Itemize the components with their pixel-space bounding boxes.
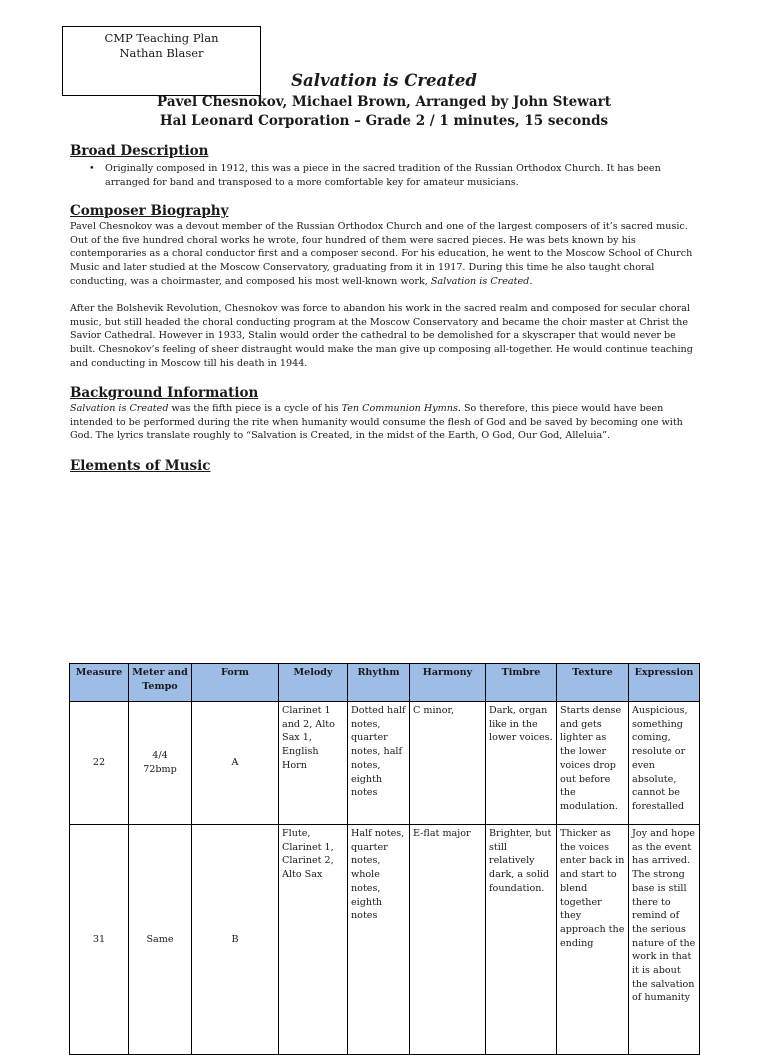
list-item [70, 162, 698, 189]
background-information-heading: Background Information [70, 385, 259, 401]
document-subtitle-publisher: Hal Leonard Corporation – Grade 2 / 1 minutes, 15 seconds [159, 113, 609, 129]
table-header-row [70, 664, 700, 702]
header-author-name: Nathan Blaser [119, 46, 204, 60]
composer-bio-end: . [529, 275, 533, 287]
column-header-melody: Melody [279, 664, 348, 702]
background-text-rest: . So therefore, this piece would have been intended to be performed during the rite when humanity would consume the flesh of God and be saved by becoming one with God. The lyrics translate roughly to “Salvation is Created, in the midst of the Earth, O God, Our God, Alleluia”. [70, 403, 683, 442]
cell-rhythm: Half notes, quarter notes, whole notes, eighth notes [348, 825, 410, 1055]
composer-biography-heading: Composer Biography [70, 203, 229, 219]
column-header-meter-tempo: Meter and Tempo [129, 664, 192, 702]
cell-measure: 22 [70, 702, 129, 825]
work-title: Salvation is Created [70, 403, 169, 414]
cell-texture: Thicker as the voices enter back in and start to blend together they approach the ending [557, 825, 629, 1055]
cell-meter-tempo: 4/4 72bmp [129, 702, 192, 825]
document-title: Salvation is Created [291, 71, 477, 90]
broad-description-text: Originally composed in 1912, this was a piece in the sacred tradition of the Russian Orthodox Church. It has been arranged for band and transposed to a more comfortable key for amateur musicians. [105, 163, 661, 188]
column-header-form: Form [192, 664, 279, 702]
document-subtitle-composers: Pavel Chesnokov, Michael Brown, Arranged by John Stewart [157, 94, 611, 110]
column-header-timbre: Timbre [486, 664, 557, 702]
background-text: was the fifth piece is a cycle of his [168, 403, 342, 414]
column-header-measure: Measure [70, 664, 129, 702]
header-plan-label: CMP Teaching Plan [104, 31, 219, 45]
cycle-title: Ten Communion Hymns [341, 403, 458, 414]
column-header-expression: Expression [629, 664, 700, 702]
broad-description-list [70, 162, 698, 189]
background-information-paragraph [70, 402, 698, 443]
cell-form: B [192, 825, 279, 1055]
cell-harmony: E-flat major [410, 825, 486, 1055]
cell-expression: Joy and hope as the event has arrived. The strong base is still there to remind of the serious nature of the work in that it is about the salvation of humanity [629, 825, 700, 1055]
cell-rhythm: Dotted half notes, quarter notes, half notes, eighth notes [348, 702, 410, 825]
composer-biography-paragraph-2: After the Bolshevik Revolution, Chesnokov was force to abandon his work in the sacred realm and composed for secular choral music, but still headed the choral conducting program at the Moscow Conservatory and became the choir master at Christ the Savior Cathedral. However in 1933, Stalin would order the cathedral to be demolished for a skyscraper that would never be built. Chesnokov’s feeling of sheer distraught would make the man give up composing all-together. He would continue teaching and conducting in Moscow till his death in 1944. [70, 303, 693, 369]
cell-meter-tempo: Same [129, 825, 192, 1055]
cell-form: A [192, 702, 279, 825]
cell-melody: Flute, Clarinet 1, Clarinet 2, Alto Sax [279, 825, 348, 1055]
table-row [70, 825, 700, 1055]
column-header-harmony: Harmony [410, 664, 486, 702]
broad-description-heading: Broad Description [70, 143, 209, 159]
cell-harmony: C minor, [410, 702, 486, 825]
work-title: Salvation is Created [430, 275, 530, 287]
cell-texture: Starts dense and gets lighter as the lower voices drop out before the modulation. [557, 702, 629, 825]
cell-timbre: Dark, organ like in the lower voices. [486, 702, 557, 825]
column-header-rhythm: Rhythm [348, 664, 410, 702]
cell-measure: 31 [70, 825, 129, 1055]
bullet-icon: • [89, 163, 95, 174]
composer-bio-text: Pavel Chesnokov was a devout member of the Russian Orthodox Church and one of the largest composers of it’s sacred music. Out of the five hundred choral works he wrote, four hundred of them were sacred pieces. He was bets known by his contemporaries as a choral conductor first and a composer second. For his education, he went to the Moscow School of Church Music and later studied at the Moscow Conservatory, graduating from it in 1917. During this time he also taught choral conducting, was a choirmaster, and composed his most well-known work, [70, 221, 693, 287]
column-header-texture: Texture [557, 664, 629, 702]
table-row [70, 702, 700, 825]
composer-biography-paragraph-1 [70, 220, 698, 289]
cell-timbre: Brighter, but still relatively dark, a solid foundation. [486, 825, 557, 1055]
cell-expression: Auspicious, something coming, resolute or even absolute, cannot be forestalled [629, 702, 700, 825]
cell-melody: Clarinet 1 and 2, Alto Sax 1, English Horn [279, 702, 348, 825]
elements-of-music-heading: Elements of Music [70, 458, 211, 474]
elements-of-music-table [69, 663, 700, 1055]
